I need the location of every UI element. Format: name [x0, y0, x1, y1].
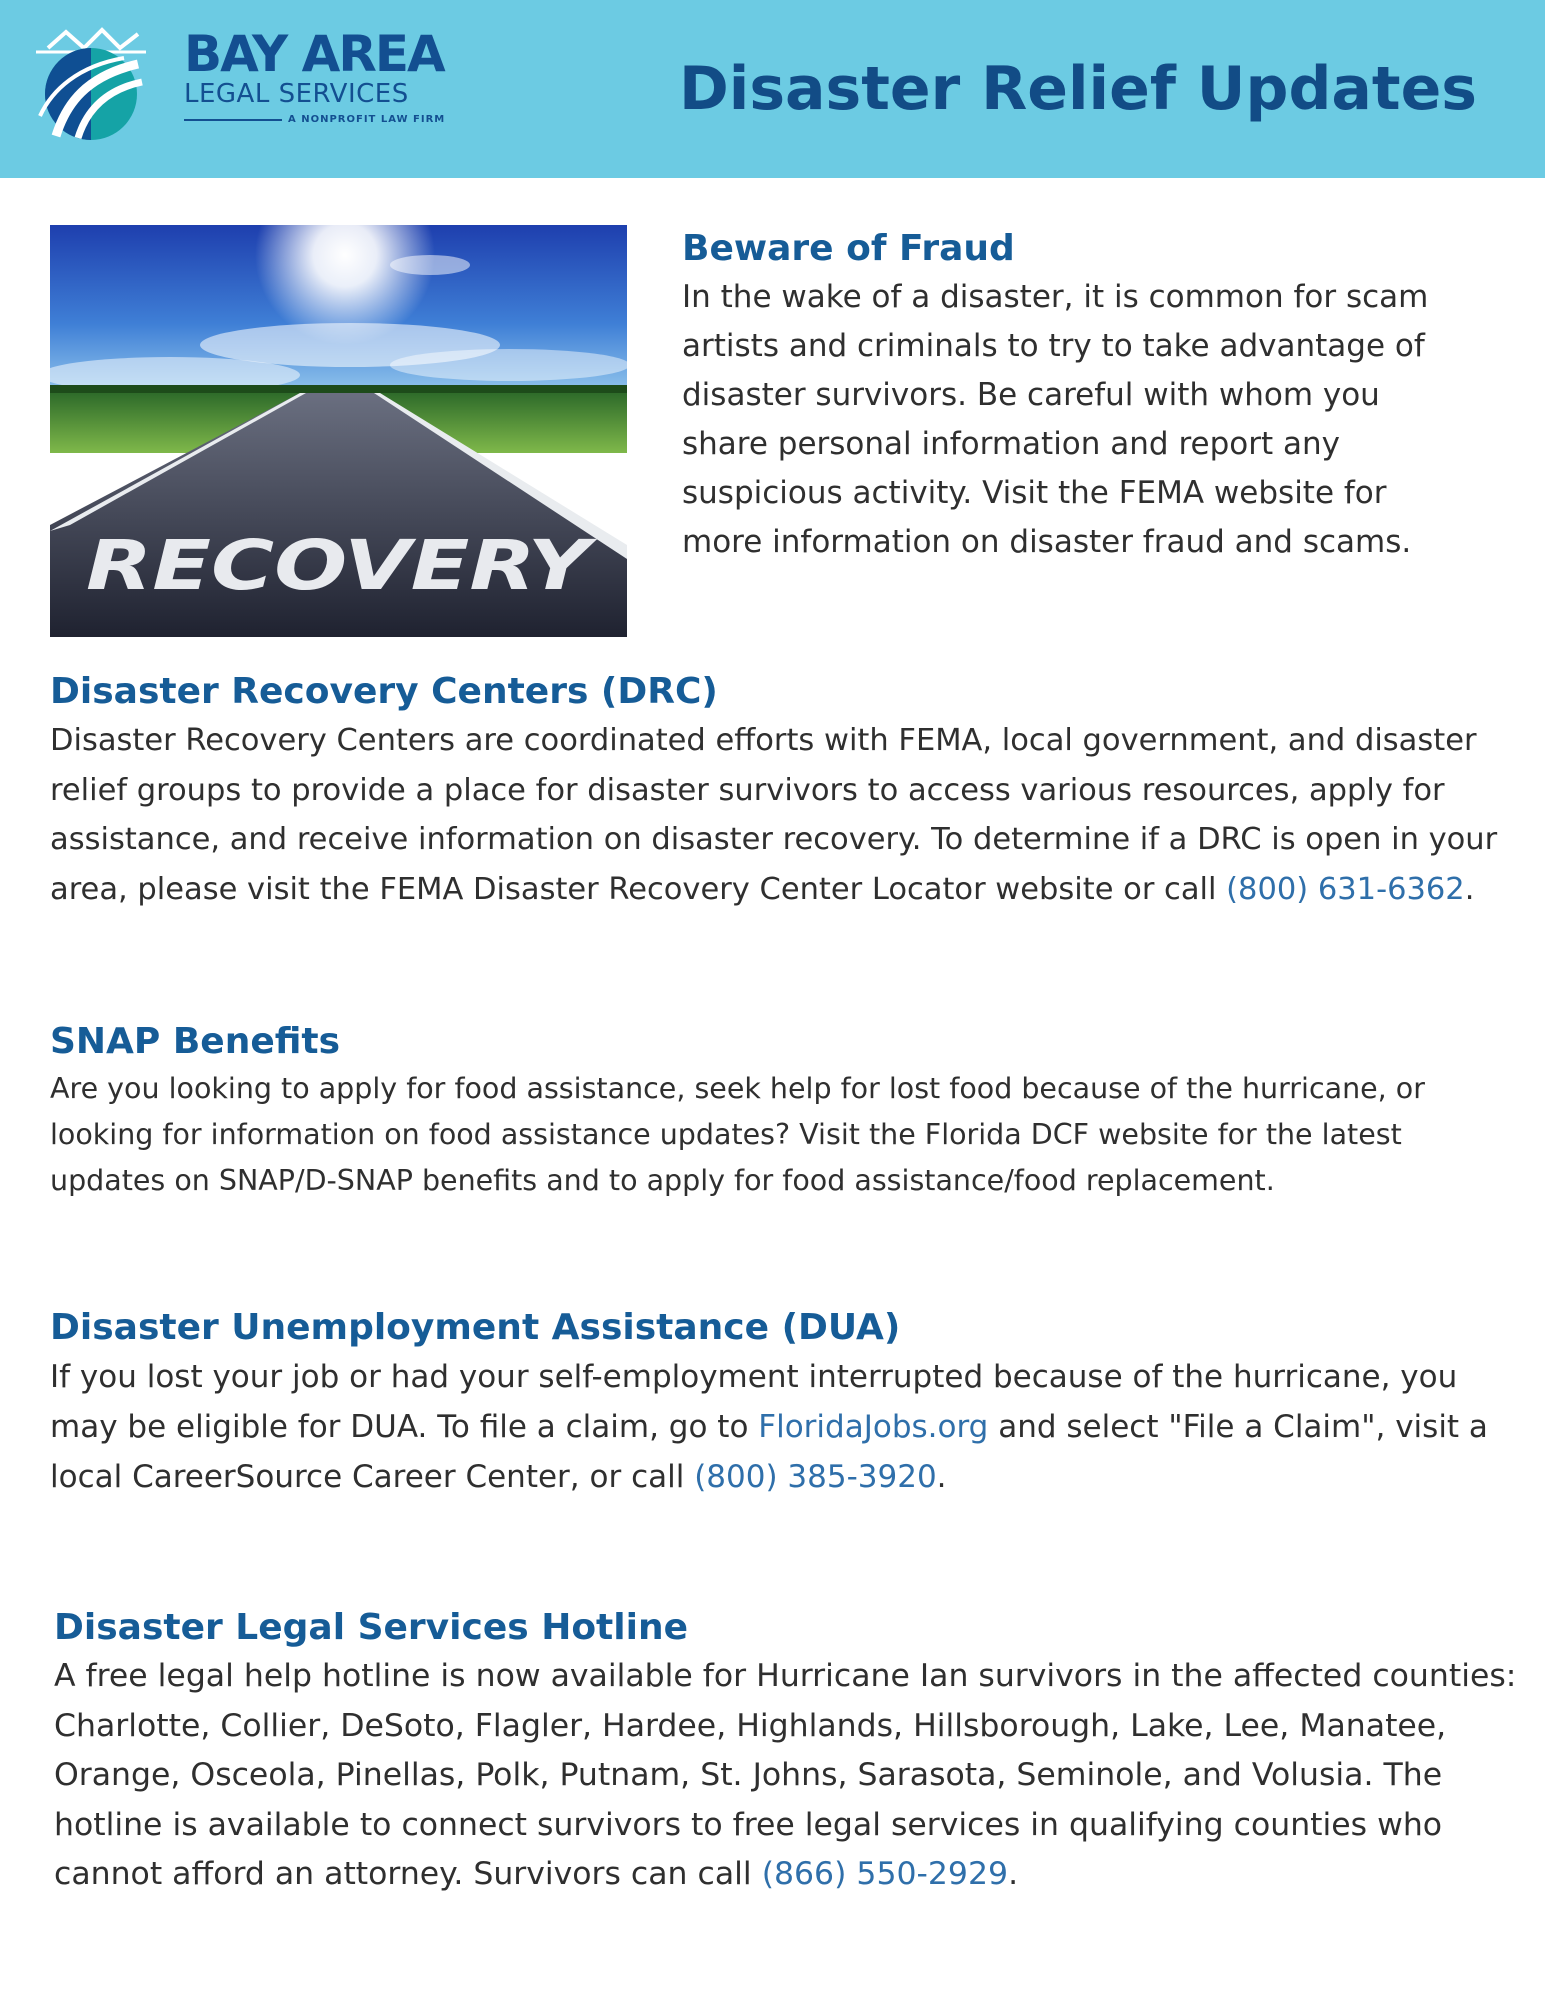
body-tail: . [936, 1459, 947, 1495]
logo-tagline: A NONPROFIT LAW FIRM [288, 114, 446, 125]
section-heading: Disaster Legal Services Hotline [54, 1607, 688, 1648]
section-body [50, 1352, 1520, 1502]
section-disaster-recovery-centers [50, 668, 1520, 914]
hotline-phone-link[interactable]: (866) 550-2929 [761, 1856, 1009, 1892]
section-heading: Disaster Recovery Centers (DRC) [50, 671, 718, 712]
section-heading: Beware of Fraud [682, 228, 1015, 269]
page-title: Disaster Relief Updates [678, 54, 1477, 124]
header-banner [0, 0, 1545, 178]
logo-text [184, 25, 474, 125]
drc-phone-link[interactable]: (800) 631-6362 [1226, 871, 1465, 907]
section-disaster-legal-services-hotline [54, 1604, 1524, 1900]
logo-line-bay-area: BAY AREA [184, 25, 444, 83]
recovery-road-photo [50, 225, 627, 637]
section-snap-benefits [50, 1018, 1520, 1204]
section-body [50, 716, 1520, 914]
section-disaster-unemployment-assistance [50, 1304, 1520, 1502]
section-body [54, 1652, 1524, 1900]
section-body: Are you looking to apply for food assistance, seek help for lost food because of the hurricane, or looking for information on food assistance updates? Visit the Florida DCF website for the latest updates on SNAP/D-SNAP benefits and to apply for food assistance/food replacement. [50, 1072, 1425, 1197]
section-body: In the wake of a disaster, it is common for scam artists and criminals to try to take advantage of disaster survivors. Be careful with whom you share personal information and report any suspicious activity. Visit the FEMA website for more information on disaster fraud and scams. [682, 279, 1429, 560]
body-text: Disaster Recovery Centers are coordinated efforts with FEMA, local government, and disaster relief groups to provide a place for disaster survivors to access various resources, apply for assistance, and receive information on disaster recovery. To determine if a DRC is open in your area, please visit the FEMA Disaster Recovery Center Locator website or call [50, 723, 1498, 907]
section-heading: Disaster Unemployment Assistance (DUA) [50, 1307, 901, 1348]
body-tail: . [1008, 1856, 1019, 1892]
body-tail: . [1464, 871, 1475, 907]
body-text: A free legal help hotline is now available for Hurricane Ian survivors in the affected counties: Charlotte, Collier, DeSoto, Flagler, Hardee, Highlands, Hillsborough, Lake, Lee, Manatee, Orange, Osceola, Pinellas, Polk, Putnam, St. Johns, Sarasota, Seminole, and Volusia. The hotline is available to connect survivors to free legal services in qualifying counties who cannot afford an attorney. Survivors can call [54, 1658, 1517, 1892]
road-text: RECOVERY [86, 526, 590, 606]
logo-divider [184, 119, 282, 121]
body-text-2: and select "File a Claim", visit a local CareerSource Career Center, or call [50, 1409, 1488, 1495]
section-heading: SNAP Benefits [50, 1021, 341, 1062]
section-beware-of-fraud [682, 225, 1462, 567]
logo-line-legal-services: LEGAL SERVICES [184, 79, 409, 109]
bay-area-legal-services-logo-icon [26, 24, 156, 140]
dua-phone-link[interactable]: (800) 385-3920 [694, 1459, 937, 1495]
body-text: If you lost your job or had your self-employment interrupted because of the hurricane, you may be eligible for DUA. To file a claim, go to [50, 1359, 1458, 1445]
floridajobs-link[interactable]: FloridaJobs.org [758, 1409, 989, 1445]
